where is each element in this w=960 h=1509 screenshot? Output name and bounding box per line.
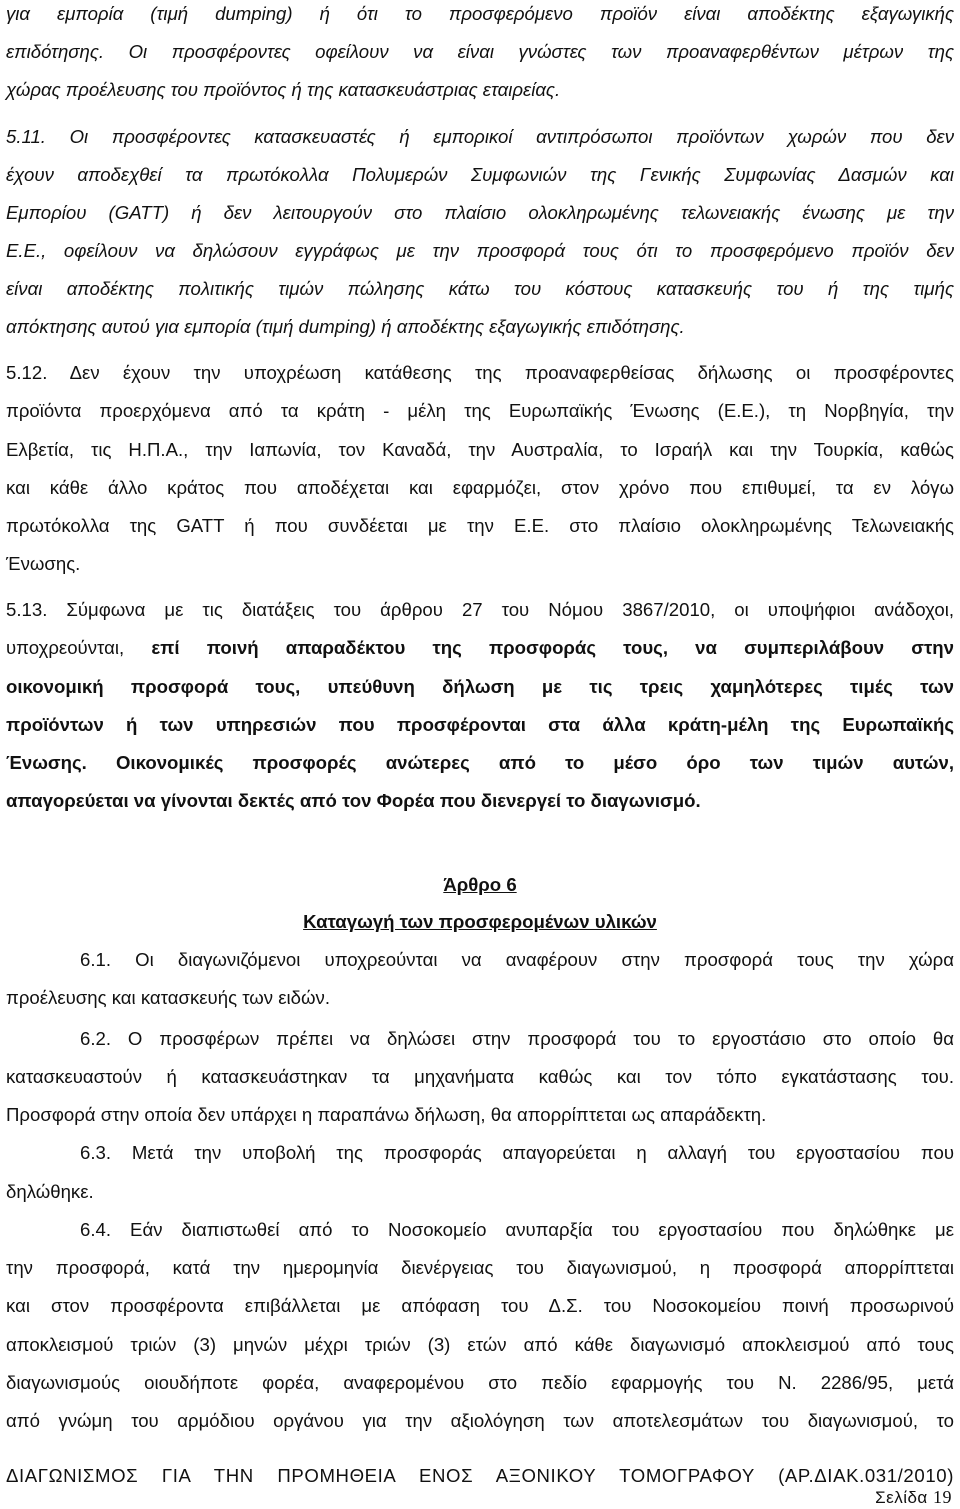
text-line: προέλευσης και κατασκευής των ειδών. [6,987,331,1008]
text-line: Ένωσης. [6,553,81,574]
page-label: Σελίδα [875,1488,928,1507]
text-normal: υποχρεούνται, [6,637,125,658]
text-line: Ε.Ε., οφείλουν να δηλώσουν εγγράφως με την προσφορά τους ότι το προσφερόμενο προϊόν δεν [6,240,954,261]
text-line: για εμπορία (τιμή dumping) ή ότι το προσφερόμενο προϊόν είναι αποδέκτης εξαγωγικής [6,3,954,24]
text-line: Ελβετία, τις Η.Π.Α., την Ιαπωνία, τον Καναδά, την Αυστραλία, το Ισραήλ και την Τουρκία, καθώς [6,439,954,460]
text-line: απόκτησης αυτού για εμπορία (τιμή dumping) ή αποδέκτης εξαγωγικής επιδότησης. [6,316,685,337]
page-number-value: 19 [933,1487,952,1507]
text-line: πρωτόκολλα της GATT ή που συνδέεται με την Ε.Ε. στο πλαίσιο ολοκληρωμένης Τελωνειακής [6,515,954,536]
text-line: 6.3. Μετά την υποβολή της προσφοράς απαγορεύεται η αλλαγή του εργοστασίου που [80,1142,954,1163]
text-line: 5.13. Σύμφωνα με τις διατάξεις του άρθρου 27 του Νόμου 3867/2010, οι υποψήφιοι ανάδοχοι, [6,599,954,620]
bold-text-line: οικονομική προσφορά τους, υπεύθυνη δήλωση με τις τρεις χαμηλότερες τιμές των [6,676,954,697]
text-line: 6.2. Ο προσφέρων πρέπει να δηλώσει στην προσφορά του το εργοστάσιο στο οποίο θα [80,1028,954,1049]
page-number [875,1486,952,1509]
text-line: επιδότησης. Οι προσφέροντες οφείλουν να είναι γνώστες των προαναφερθέντων μέτρων της [6,41,954,62]
text-line: Προσφορά στην οποία δεν υπάρχει η παραπάνω δήλωση, θα απορρίπτεται ως απαράδεκτη. [6,1104,767,1125]
text-line: 5.12. Δεν έχουν την υποχρέωση κατάθεσης της προαναφερθείσας δήλωσης οι προσφέροντες [6,362,954,383]
text-line: διαγωνισμούς οιουδήποτε φορέα, αναφερομένου στο πεδίο εφαρμογής του Ν. 2286/95, μετά [6,1372,954,1393]
text-line: 6.4. Εάν διαπιστωθεί από το Νοσοκομείο ανυπαρξία του εργοστασίου που δηλώθηκε με [80,1219,954,1240]
text-line: και κάθε άλλο κράτος που αποδέχεται και εφαρμόζει, στον χρόνο που επιθυμεί, τα εν λόγω [6,477,954,498]
text-line-mixed [6,636,954,660]
text-line: και στον προσφέροντα επιβάλλεται με απόφαση του Δ.Σ. του Νοσοκομείου ποινή προσωρινού [6,1295,954,1316]
article-title: Άρθρο 6 [443,874,517,895]
bold-text-line: απαγορεύεται να γίνονται δεκτές από τον Φορέα που διενεργεί το διαγωνισμό. [6,790,701,811]
text-line: Εμπορίου (GATT) ή δεν λειτουργούν στο πλαίσιο ολοκληρωμένης τελωνειακής ένωσης με την [6,202,954,223]
text-line: αποκλεισμού τριών (3) μηνών μέχρι τριών (3) ετών από κάθε διαγωνισμό αποκλεισμού από τους [6,1334,954,1355]
text-bold: επί ποινή απαραδέκτου της προσφοράς τους, να συμπεριλάβουν στην [151,637,955,658]
page-footer: ΔΙΑΓΩΝΙΣΜΟΣ ΓΙΑ ΤΗΝ ΠΡΟΜΗΘΕΙΑ ΕΝΟΣ ΑΞΟΝΙΚΟΥ ΤΟΜΟΓΡΑΦΟΥ (ΑΡ.ΔΙΑΚ.031/2010) [6,1465,954,1486]
text-line: 6.1. Οι διαγωνιζόμενοι υποχρεούνται να αναφέρουν στην προσφορά τους την χώρα [80,949,954,970]
bold-text-line: προϊόντων ή των υπηρεσιών που προσφέρονται στα άλλα κράτη-μέλη της Ευρωπαϊκής [6,714,954,735]
text-line: χώρας προέλευσης του προϊόντος ή της κατασκευάστριας εταιρείας. [6,79,561,100]
article-subtitle: Καταγωγή των προσφερομένων υλικών [303,911,657,932]
text-line: είναι αποδέκτης πολιτικής τιμών πώλησης κάτω του κόστους κατασκευής του ή της τιμής [6,278,954,299]
text-line: προϊόντα προερχόμενα από τα κράτη - μέλη της Ευρωπαϊκής Ένωσης (Ε.Ε.), τη Νορβηγία, την [6,400,954,421]
bold-text-line: Ένωσης. Οικονομικές προσφορές ανώτερες από το μέσο όρο των τιμών αυτών, [6,752,954,773]
text-line: την προσφορά, κατά την ημερομηνία διενέργειας του διαγωνισμού, η προσφορά απορρίπτεται [6,1257,954,1278]
text-line: δηλώθηκε. [6,1181,94,1202]
text-line: κατασκευαστούν ή κατασκευάστηκαν τα μηχανήματα καθώς και τον τόπο εγκατάστασης του. [6,1066,954,1087]
text-line: 5.11. Οι προσφέροντες κατασκευαστές ή εμπορικοί αντιπρόσωποι προϊόντων χωρών που δεν [6,126,954,147]
text-line: από γνώμη του αρμόδιου οργάνου για την αξιολόγηση των αποτελεσμάτων του διαγωνισμού, το [6,1410,954,1431]
text-line: έχουν αποδεχθεί τα πρωτόκολλα Πολυμερών Συμφωνιών της Γενικής Συμφωνίας Δασμών και [6,164,954,185]
